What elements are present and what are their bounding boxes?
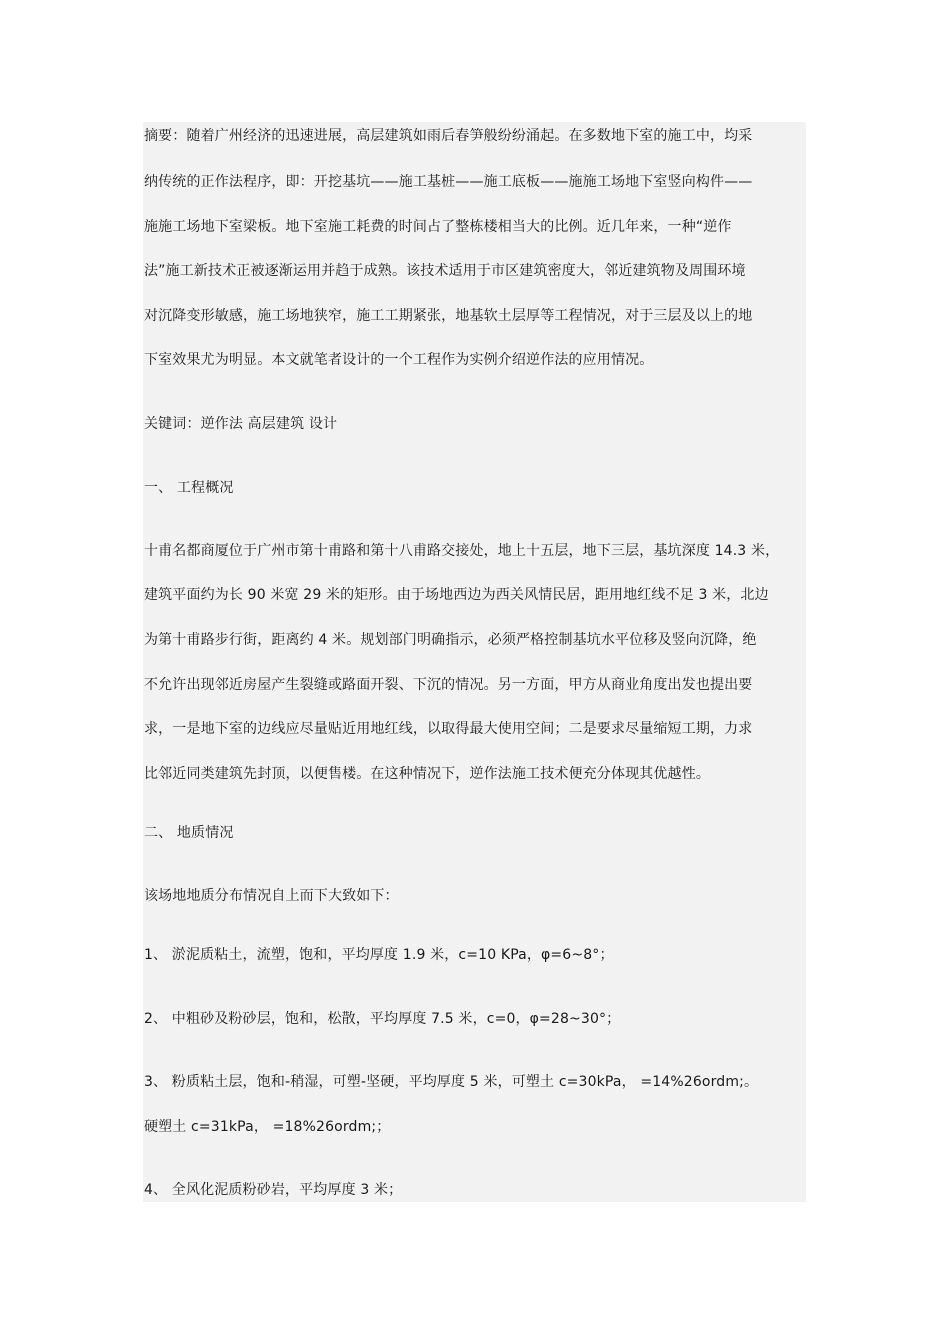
document-page <box>143 122 806 1202</box>
section1-line: 十甫名都商厦位于广州市第十甫路和第十八甫路交接处，地上十五层，地下三层，基坑深度 14.3 米， <box>144 543 780 559</box>
section-heading: 二、 地质情况 <box>144 825 234 841</box>
section1-line: 建筑平面约为长 90 米宽 29 米的矩形。由于场地西边为西关风情民居，距用地红线不足 3 米，北边 <box>144 587 769 603</box>
abstract-line: 下室效果尤为明显。本文就笔者设计的一个工程作为实例介绍逆作法的应用情况。 <box>144 352 654 368</box>
section1-line: 比邻近同类建筑先封顶，以便售楼。在这种情况下，逆作法施工技术便充分体现其优越性。 <box>144 766 710 782</box>
list-item-continuation: 硬塑土 c=31kPa， =18%26ordm;； <box>144 1119 391 1135</box>
list-item: 4、 全风化泥质粉砂岩，平均厚度 3 米； <box>144 1182 403 1198</box>
section1-line: 为第十甫路步行街，距离约 4 米。规划部门明确指示，必须严格控制基坑水平位移及竖向沉降，绝 <box>144 632 757 648</box>
abstract-line: 法”施工新技术正被逐渐运用并趋于成熟。该技术适用于市区建筑密度大，邻近建筑物及周围环境 <box>144 263 746 279</box>
abstract-line: 纳传统的正作法程序，即：开挖基坑——施工基桩——施工底板——施施工场地下室竖向构件—— <box>144 174 753 190</box>
abstract-line: 施施工场地下室梁板。地下室施工耗费的时间占了整栋楼相当大的比例。近几年来，一种“逆作 <box>144 219 732 235</box>
section2-intro: 该场地地质分布情况自上而下大致如下： <box>144 888 399 904</box>
section1-line: 不允许出现邻近房屋产生裂缝或路面开裂、下沉的情况。另一方面，甲方从商业角度出发也提出要 <box>144 677 753 693</box>
keywords: 关键词：逆作法 高层建筑 设计 <box>144 416 338 432</box>
section-heading: 一、 工程概况 <box>144 480 234 496</box>
abstract-line: 摘要：随着广州经济的迅速进展，高层建筑如雨后春笋般纷纷涌起。在多数地下室的施工中，均采 <box>144 128 753 144</box>
list-item: 1、 淤泥质粘土，流塑，饱和，平均厚度 1.9 米，c=10 KPa，φ=6~8°； <box>144 947 614 963</box>
list-item: 3、 粉质粘土层，饱和-稍湿，可塑-坚硬，平均厚度 5 米，可塑土 c=30kPa， =14%26ordm;。 <box>144 1074 759 1090</box>
abstract-line: 对沉降变形敏感，施工场地狭窄，施工工期紧张，地基软土层厚等工程情况，对于三层及以上的地 <box>144 308 753 324</box>
section1-line: 求，一是地下室的边线应尽量贴近用地红线，以取得最大使用空间；二是要求尽量缩短工期，力求 <box>144 721 753 737</box>
list-item: 2、 中粗砂及粉砂层，饱和，松散，平均厚度 7.5 米，c=0，φ=28~30°； <box>144 1011 621 1027</box>
